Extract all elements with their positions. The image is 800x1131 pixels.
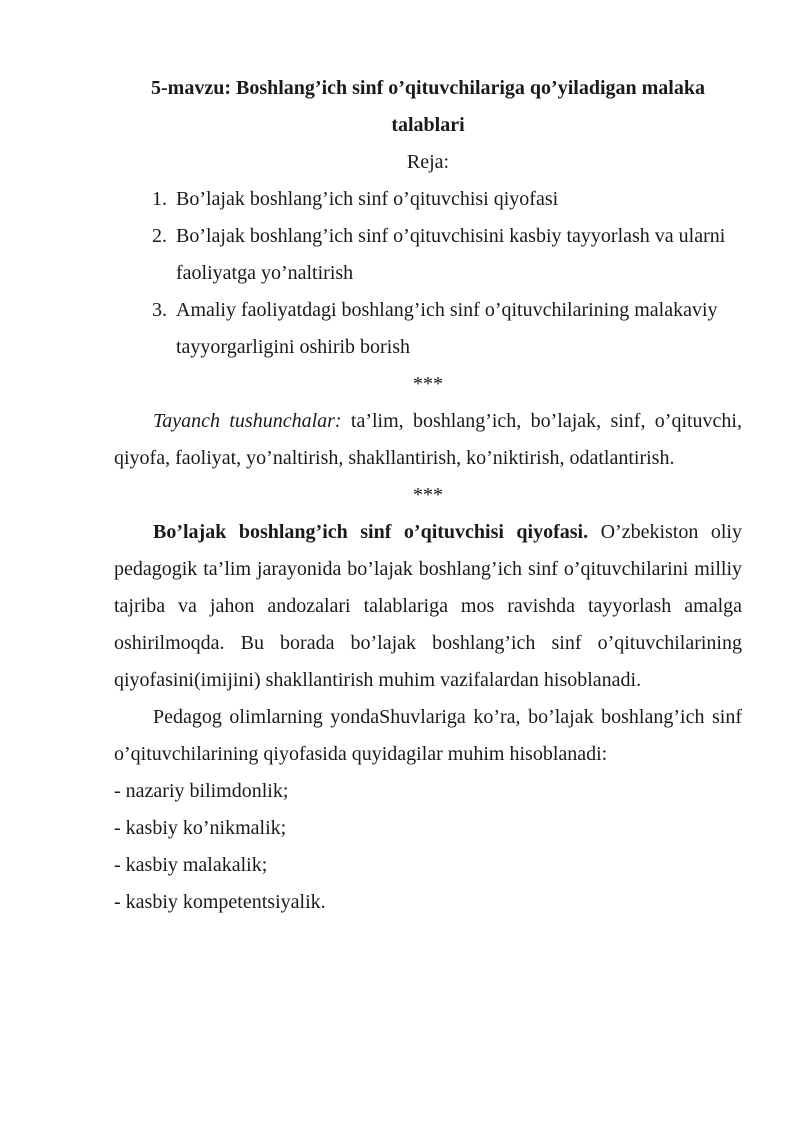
plan-item: [114, 218, 742, 292]
plan-heading: Reja:: [406, 151, 450, 173]
qualities-list: [114, 773, 742, 921]
page-title: 5-mavzu: Boshlang’ich sinf o’qituvchilariga qo’yiladigan malaka talablari: [151, 77, 705, 136]
key-concepts-text: ta’lim, boshlang’ich, bo’lajak, sinf, o’qituvchi, qiyofa, faoliyat, yo’naltirish, shakllantirish, ko’niktirish, odatlantirish.: [114, 410, 742, 469]
list-item: - kasbiy kompetentsiyalik.: [114, 891, 326, 913]
plan-item-number: 3.: [152, 299, 167, 321]
plan-item-text: Bo’lajak boshlang’ich sinf o’qituvchisini kasbiy tayyorlash va ularni faoliyatga yo’naltirish: [176, 225, 726, 284]
plan-item: [114, 292, 742, 366]
section-paragraph-1-text: O’zbekiston oliy pedagogik ta’lim jarayonida bo’lajak boshlang’ich sinf o’qituvchilarini milliy tajriba va jahon andozalari talablariga mos ravishda tayyorlash amalga oshirilmoqda. Bu borada bo’lajak boshlang’ich sinf o’qituvchilarining qiyofasini(imijini) shakllantirish muhim vazifalardan hisoblanadi.: [114, 521, 742, 691]
list-item: - nazariy bilimdonlik;: [114, 780, 289, 802]
plan-item: [114, 181, 742, 218]
section-paragraph-2: Pedagog olimlarning yondaShuvlariga ko’ra, bo’lajak boshlang’ich sinf o’qituvchilarining qiyofasida quyidagilar muhim hisoblanadi:: [114, 706, 742, 765]
key-concepts-label: Tayanch tushunchalar:: [153, 410, 342, 432]
section-heading: Bo’lajak boshlang’ich sinf o’qituvchisi qiyofasi.: [153, 521, 589, 543]
section-paragraph-1: [114, 514, 742, 699]
plan-item-text: Bo’lajak boshlang’ich sinf o’qituvchisi qiyofasi: [176, 188, 559, 210]
plan-list: [114, 181, 742, 366]
document-page: [114, 70, 742, 921]
list-item: - kasbiy malakalik;: [114, 854, 268, 876]
plan-item-number: 1.: [152, 188, 167, 210]
separator: ***: [413, 484, 443, 506]
list-item: - kasbiy ko’nikmalik;: [114, 817, 287, 839]
separator: ***: [413, 373, 443, 395]
plan-item-text: Amaliy faoliyatdagi boshlang’ich sinf o’qituvchilarining malakaviy tayyorgarligini oshirib borish: [176, 299, 718, 358]
plan-item-number: 2.: [152, 225, 167, 247]
key-concepts-paragraph: [114, 403, 742, 477]
